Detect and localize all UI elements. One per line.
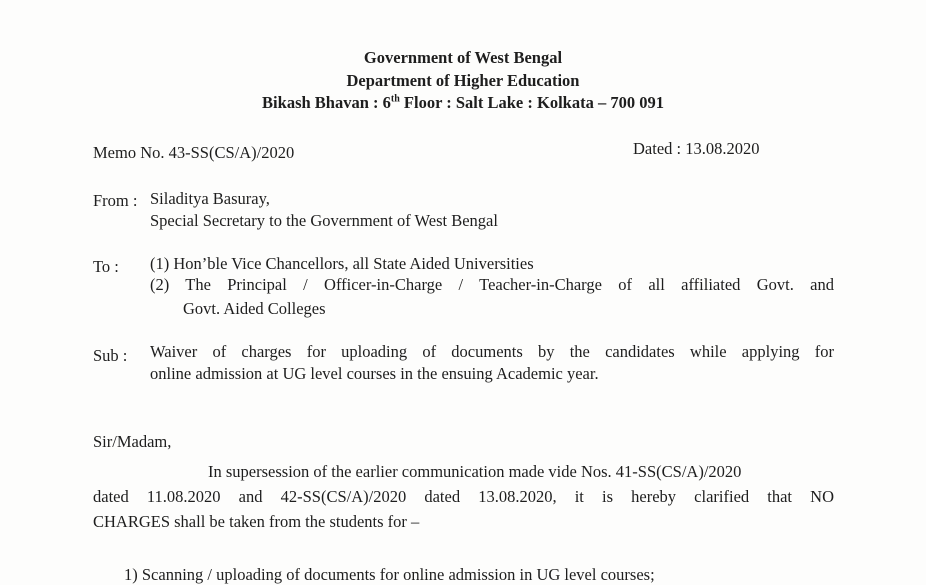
to-item-1: (1) Hon’ble Vice Chancellors, all State Aided Universities — [150, 254, 534, 273]
letterhead-address — [0, 93, 926, 113]
subject-label: Sub : — [93, 346, 128, 365]
from-designation: Special Secretary to the Government of West Bengal — [150, 211, 498, 230]
memo-number: Memo No. 43-SS(CS/A)/2020 — [93, 143, 295, 162]
address-superscript: th — [390, 93, 400, 105]
memo-date: Dated : 13.08.2020 — [633, 139, 760, 158]
paragraph-line-2: dated 11.08.2020 and 42-SS(CS/A)/2020 dated 13.08.2020, it is hereby clarified that NO — [93, 487, 834, 506]
address-part-b: Floor : Salt Lake : Kolkata – 700 091 — [399, 93, 664, 112]
to-item-2-line-1: (2) The Principal / Officer-in-Charge / Teacher-in-Charge of all affiliated Govt. and — [150, 275, 834, 294]
subject-line-2: online admission at UG level courses in the ensuing Academic year. — [150, 364, 599, 383]
to-label: To : — [93, 257, 119, 276]
paragraph-line-1: In supersession of the earlier communication made vide Nos. 41-SS(CS/A)/2020 — [208, 462, 742, 481]
letterhead-government: Government of West Bengal — [363, 48, 563, 67]
address-part-a: Bikash Bhavan : 6 — [262, 93, 391, 112]
letterhead-department: Department of Higher Education — [346, 71, 580, 90]
from-name: Siladitya Basuray, — [150, 189, 270, 208]
subject-line-1: Waiver of charges for uploading of documents by the candidates while applying for — [150, 342, 834, 361]
list-item-1: 1) Scanning / uploading of documents for online admission in UG level courses; — [124, 565, 655, 584]
salutation: Sir/Madam, — [93, 432, 172, 451]
to-item-2-line-2: Govt. Aided Colleges — [183, 299, 326, 318]
paragraph-line-3: CHARGES shall be taken from the students for – — [93, 512, 420, 531]
from-label: From : — [93, 191, 138, 210]
